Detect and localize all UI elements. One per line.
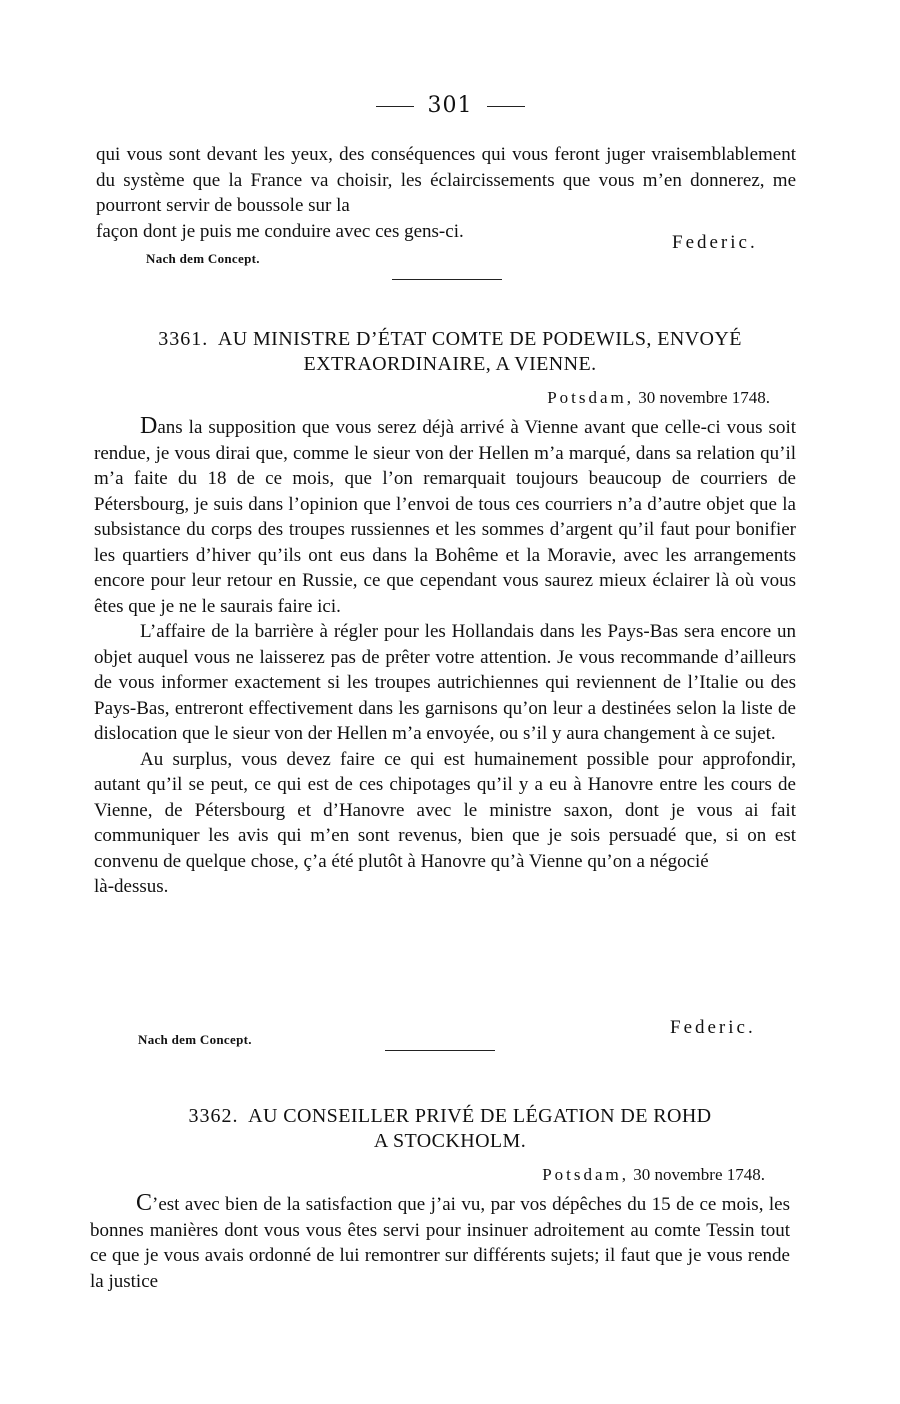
letter-title-line2: A STOCKHOLM. [373, 1130, 527, 1152]
source-note: Nach dem Concept. [146, 251, 260, 266]
letter-title-line1: AU MINISTRE D’ÉTAT COMTE DE PODEWILS, ENVOYÉ [217, 328, 742, 350]
page-header [0, 93, 900, 118]
continuation-text [96, 142, 796, 244]
letter-paragraph: L’affaire de la barrière à régler pour les Hollandais dans les Pays-Bas sera encore un objet auquel vous ne laisserez pas de prêter votre attention. Je vous recommande d’ailleurs de vous informer exactement si les troupes autrichiennes qui reviennent de l’Italie ou des Pays-Bas, entreront effectivement dans les garnisons qu’on leur a destinées selon la liste de dislocation que le sieur von der Hellen m’a envoyée, ou s’il y aura changement à ce sujet. [94, 621, 796, 744]
letter-paragraph-text: ’est avec bien de la satisfaction que j’ai vu, par vos dépêches du 15 de ce mois, les bonnes manières dont vous vous êtes servi pour insinuer adroitement au comte Tessin tout ce que je vous avais ordonné de lui remontrer sur différents sujets; il faut que je vous rende la justice [90, 1194, 790, 1292]
initial-letter: C [136, 1190, 153, 1216]
page-number: 301 [427, 93, 473, 118]
dateline-date: 30 novembre 1748. [638, 388, 770, 407]
letter-heading-line1 [60, 327, 840, 352]
letter-body [94, 414, 796, 900]
dateline-place: Potsdam, [547, 388, 635, 407]
letter-heading-line1 [60, 1104, 840, 1129]
letter-paragraph [90, 1191, 790, 1294]
source-note: Nach dem Concept. [138, 1032, 252, 1047]
dateline [420, 388, 770, 408]
signature: Federic. [672, 232, 758, 253]
letter-title-line1: AU CONSEILLER PRIVÉ DE LÉGATION DE ROHD [248, 1105, 712, 1127]
dateline-date: 30 novembre 1748. [633, 1165, 765, 1184]
section-divider [385, 1050, 495, 1051]
dateline [420, 1165, 765, 1185]
letter-paragraph: Au surplus, vous devez faire ce qui est humainement possible pour approfondir, autant qu’il se peut, ce qui est de ces chipotages qu’il y a eu à Hanovre entre les cours de Vienne, de Pétersbourg et d’Hanovre avec le ministre saxon, dont je vous ai fait communiquer les avis qui m’en sont revenus, bien que je sois persuadé que, si on est convenu de quelque chose, ç’a été plutôt à Hanovre qu’à Vienne qu’on a négocié [94, 748, 796, 872]
signature: Federic. [670, 1017, 756, 1038]
continuation-last-line: façon dont je puis me conduire avec ces gens-ci. [96, 220, 464, 242]
section-divider [392, 279, 502, 280]
letter-title-line2: EXTRAORDINAIRE, A VIENNE. [303, 353, 597, 375]
letter-number: 3362. [188, 1105, 239, 1127]
letter-paragraph [94, 414, 796, 619]
dateline-place: Potsdam, [542, 1165, 630, 1184]
continuation-paragraph: qui vous sont devant les yeux, des conséquences qui vous feront juger vraisemblablement du système que la France va choisir, les éclaircissements que vous m’en donnerez, me pourront servir de boussole sur la [96, 144, 796, 216]
letter-number: 3361. [158, 328, 209, 350]
letter-heading [60, 1104, 840, 1154]
letter-body [90, 1191, 790, 1294]
letter-heading [60, 327, 840, 377]
initial-letter: D [140, 413, 158, 439]
header-dash-left [376, 106, 414, 107]
header-dash-right [487, 106, 525, 107]
letter-last-line: là-dessus. [94, 876, 169, 897]
letter-paragraph-text: ans la supposition que vous serez déjà arrivé à Vienne avant que celle-ci vous soit rendue, je vous dirai que, comme le sieur von der Hellen m’a marqué, dans sa relation qu’il m’a faite du 18 de ce mois, que l’on remarquait toujours beaucoup de courriers de Pétersbourg, je suis dans l’opinion que l’envoi de tous ces courriers n’a d’autre objet que la subsistance du corps des troupes russiennes et les sommes d’argent qu’il faut pour bonifier les quartiers d’hiver qu’ils ont eus dans la Bohême et la Moravie, avec les arrangements encore pour leur retour en Russie, ce que cependant vous saurez mieux éclairer là où vous êtes que je ne le saurais faire ici. [94, 417, 796, 617]
